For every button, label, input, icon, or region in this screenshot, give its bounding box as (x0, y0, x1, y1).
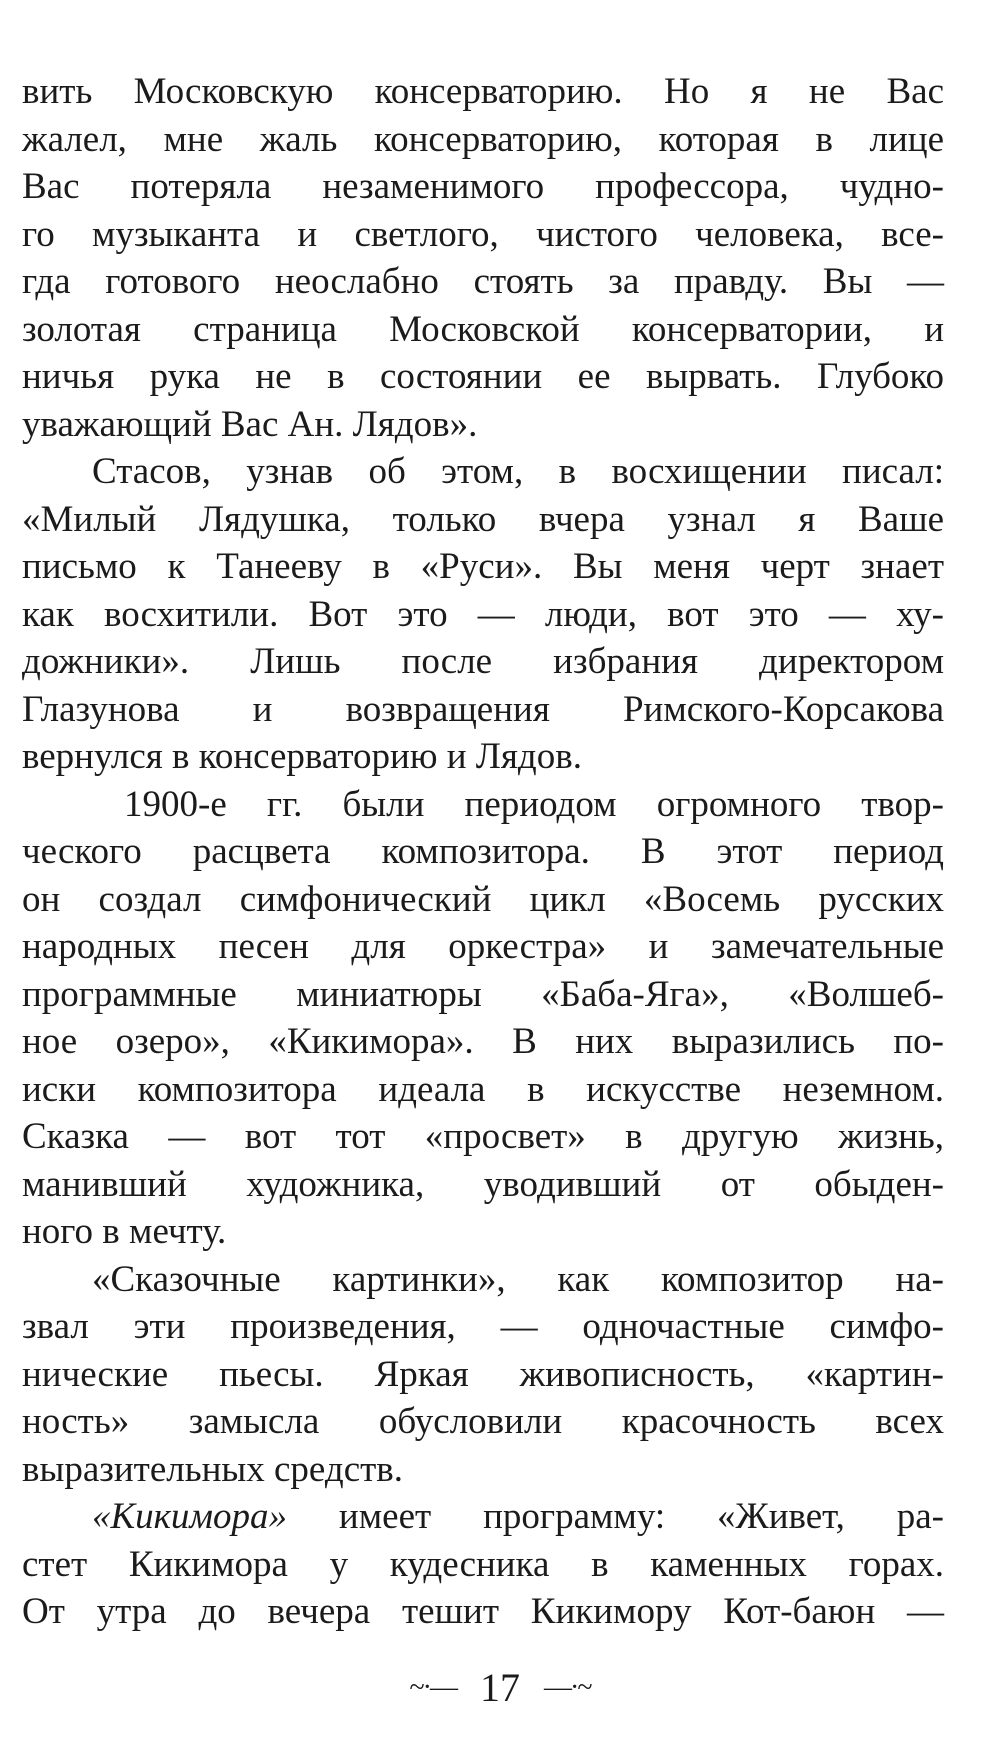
text-line-7: ничья рука не в состоянии ее вырвать. Глубоко (22, 356, 944, 397)
text-line-20: программные миниатюры «Баба-Яга», «Волшеб- (22, 973, 944, 1015)
text-line-27: звал эти произведения, — одночастные симфо- (22, 1306, 944, 1347)
text-line-14: Глазунова и возвращения Римского-Корсакова (22, 688, 944, 730)
ornament-right: —·~ (544, 1671, 591, 1703)
text-line-32: стет Кикимора у кудесника в каменных горах. (22, 1543, 944, 1585)
text-line-29: ность» замысла обусловили красочность всех (22, 1401, 944, 1442)
text-line-8: уважающий Вас Ан. Лядов». (22, 403, 478, 445)
text-line-6: золотая страница Московской консерватории, и (22, 308, 944, 350)
text-line-3: Вас потеряла незаменимого профессора, чудно- (22, 166, 944, 207)
text-line-16: 1900-е гг. были периодом огромного твор- (124, 783, 944, 825)
text-line-26: «Сказочные картинки», как композитор на- (92, 1258, 944, 1300)
text-line-33: От утра до вечера тешит Кикимору Кот-баюн — (22, 1591, 944, 1632)
page-number: 17 (480, 1665, 520, 1710)
text-line-12: как восхитили. Вот это — люди, вот это — ху- (22, 593, 944, 635)
text-line-24: манивший художника, уводивший от обыден- (22, 1163, 944, 1205)
text-line-4: го музыканта и светлого, чистого человека, все- (22, 213, 944, 255)
text-line-21: ное озеро», «Кикимора». В них выразились по- (22, 1021, 944, 1062)
text-line-30: выразительных средств. (22, 1448, 404, 1490)
text-line-17: ческого расцвета композитора. В этот период (22, 831, 944, 872)
text-line-11: письмо к Танееву в «Руси». Вы меня черт знает (22, 546, 944, 587)
ornament-left: ~·— (409, 1671, 456, 1703)
text-line-31-rest: имеет программу: «Живет, ра- (287, 1496, 944, 1537)
text-line-31 (22, 1493, 944, 1541)
book-page-text (22, 68, 944, 1636)
text-line-18: он создал симфонический цикл «Восемь русских (22, 878, 944, 920)
page-footer (0, 1664, 1000, 1716)
text-line-19: народных песен для оркестра» и замечательные (22, 926, 944, 967)
text-line-10: «Милый Лядушка, только вчера узнал я Ваше (22, 498, 944, 540)
text-line-13: дожники». Лишь после избрания директором (22, 641, 944, 682)
text-line-2: жалел, мне жаль консерваторию, которая в лице (22, 118, 944, 160)
text-line-5: гда готового неослабно стоять за правду. Вы — (22, 261, 944, 302)
text-line-9: Стасов, узнав об этом, в восхищении писал: (92, 451, 944, 492)
text-line-15: вернулся в консерваторию и Лядов. (22, 736, 582, 777)
work-title-kikimora: «Кикимора» (92, 1496, 287, 1537)
text-line-1: вить Московскую консерваторию. Но я не Вас (22, 71, 944, 112)
text-line-25: ного в мечту. (22, 1211, 227, 1252)
text-line-28: нические пьесы. Яркая живописность, «картин- (22, 1353, 944, 1395)
text-line-22: иски композитора идеала в искусстве неземном. (22, 1068, 944, 1110)
text-line-23: Сказка — вот тот «просвет» в другую жизнь, (22, 1116, 944, 1157)
